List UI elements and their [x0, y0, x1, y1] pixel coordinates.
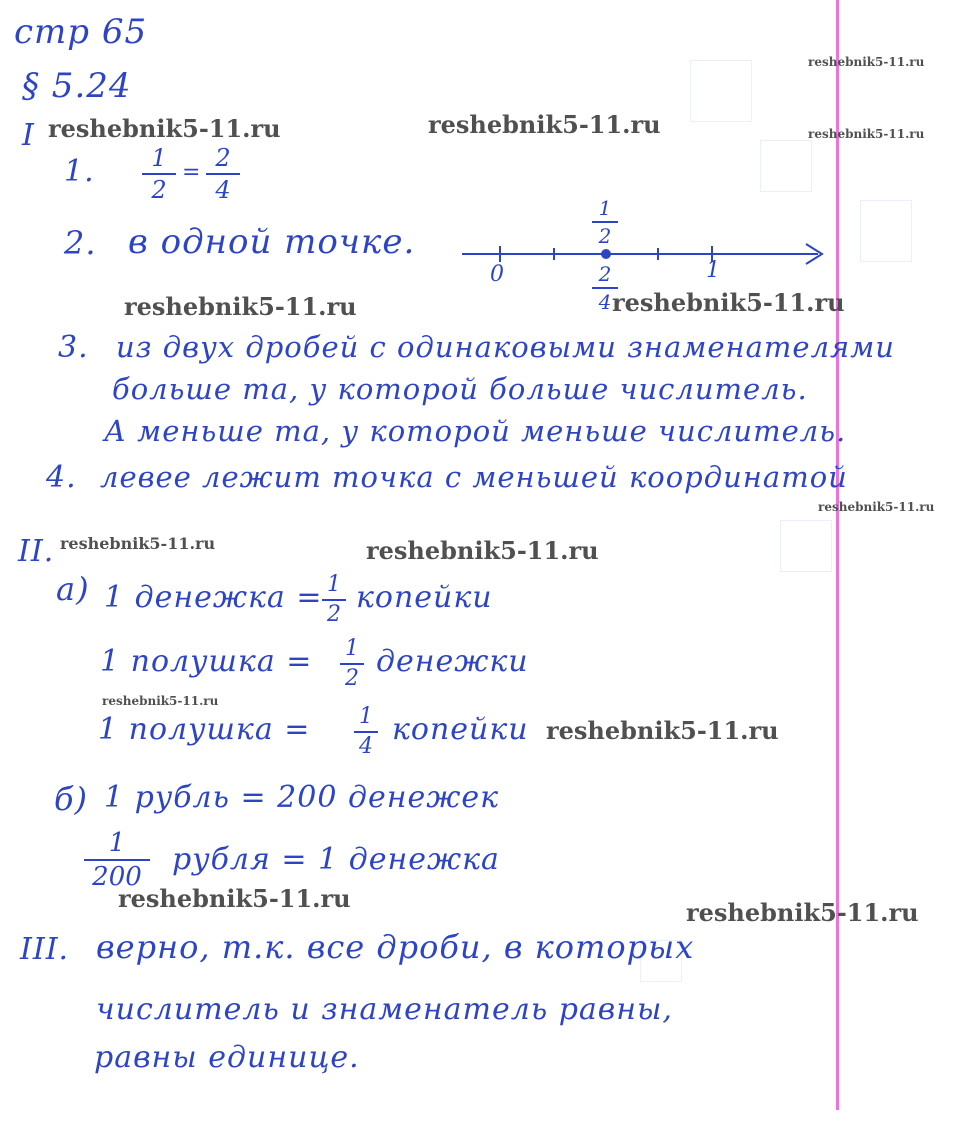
watermark: reshebnik5-11.ru [124, 292, 357, 321]
fraction-denominator: 2 [598, 224, 612, 248]
fraction-bar [84, 859, 150, 861]
equals-sign: = [182, 160, 202, 185]
fraction-denominator: 4 [598, 290, 612, 314]
fraction-one-two-hundredth [84, 830, 150, 890]
line-rubl-denezhka: рубля = 1 денежка [172, 842, 500, 877]
tick-label-1: 1 [706, 258, 721, 283]
fraction-half-denezhka [340, 638, 364, 690]
fraction-denominator: 2 [327, 602, 341, 627]
fraction-numerator: 2 [215, 144, 231, 172]
item-4-number: 4. [46, 460, 77, 495]
fraction-bar [592, 221, 618, 223]
part-3-line-1: верно, т.к. все дроби, в которых [96, 928, 695, 966]
part-2b-label: б) [54, 780, 89, 818]
fraction-denominator: 4 [215, 176, 231, 204]
fraction-denominator: 4 [359, 734, 373, 759]
watermark: reshebnik5-11.ru [118, 884, 351, 913]
point-one-half [601, 249, 611, 259]
item-3-line-3: А меньше та, у которой меньше числитель. [104, 414, 847, 448]
item-2-text: в одной точке. [128, 222, 416, 262]
page-number: стр 65 [14, 12, 148, 52]
fraction-numerator: 1 [108, 828, 126, 858]
part-3-line-2: числитель и знаменатель равны, [96, 992, 673, 1027]
watermark: reshebnik5-11.ru [686, 898, 919, 927]
item-3-number: 3. [58, 330, 89, 365]
line-rubl-200: 1 рубль = 200 денежек [104, 780, 500, 815]
fraction-denominator: 2 [151, 176, 167, 204]
line-polushka-1-right: денежки [376, 644, 529, 679]
item-3-line-1: из двух дробей с одинаковыми знаменателями [116, 330, 895, 364]
watermark: reshebnik5-11.ru [808, 127, 925, 141]
fraction-bar [322, 599, 346, 601]
watermark: reshebnik5-11.ru [546, 716, 779, 745]
part-3-line-3: равны единице. [94, 1040, 360, 1075]
item-4-text: левее лежит точка с меньшей координатой [100, 460, 848, 494]
watermark: reshebnik5-11.ru [60, 534, 216, 553]
line-denezhka-left: 1 денежка = [104, 580, 323, 615]
fraction-bar [354, 731, 378, 733]
part-2-marker: II. [18, 534, 55, 569]
point-label-one-half [592, 198, 618, 246]
tick-label-0: 0 [490, 262, 505, 287]
part-2a-label: а) [56, 570, 90, 608]
line-denezhka-right: копейки [356, 580, 493, 615]
fraction-denominator: 200 [92, 862, 142, 892]
fraction-numerator: 1 [598, 196, 612, 220]
watermark: reshebnik5-11.ru [612, 288, 845, 317]
fraction-numerator: 1 [151, 144, 167, 172]
line-polushka-2-left: 1 полушка = [98, 712, 311, 747]
fraction-denominator: 2 [345, 666, 359, 691]
part-1-marker: I [22, 118, 35, 153]
fraction-numerator: 1 [327, 572, 341, 597]
fraction-numerator: 1 [359, 704, 373, 729]
watermark: reshebnik5-11.ru [366, 536, 599, 565]
fraction-numerator: 1 [345, 636, 359, 661]
fraction-bar [340, 663, 364, 665]
item-1-number: 1. [64, 154, 95, 189]
fraction-quarter-kopeck [354, 706, 378, 758]
watermark: reshebnik5-11.ru [428, 110, 661, 139]
line-polushka-2-right: копейки [392, 712, 529, 747]
watermark: reshebnik5-11.ru [102, 694, 219, 708]
item-3-line-2: больше та, у которой больше числитель. [112, 372, 808, 406]
item-2-number: 2. [64, 224, 97, 262]
section-title: § 5.24 [22, 66, 132, 106]
fraction-numerator: 2 [598, 262, 612, 286]
line-polushka-1-left: 1 полушка = [100, 644, 313, 679]
fraction-half-kopeck [322, 574, 346, 626]
watermark: reshebnik5-11.ru [808, 55, 925, 69]
watermark: reshebnik5-11.ru [818, 500, 935, 514]
part-3-marker: III. [20, 932, 70, 967]
watermark: reshebnik5-11.ru [48, 114, 281, 143]
